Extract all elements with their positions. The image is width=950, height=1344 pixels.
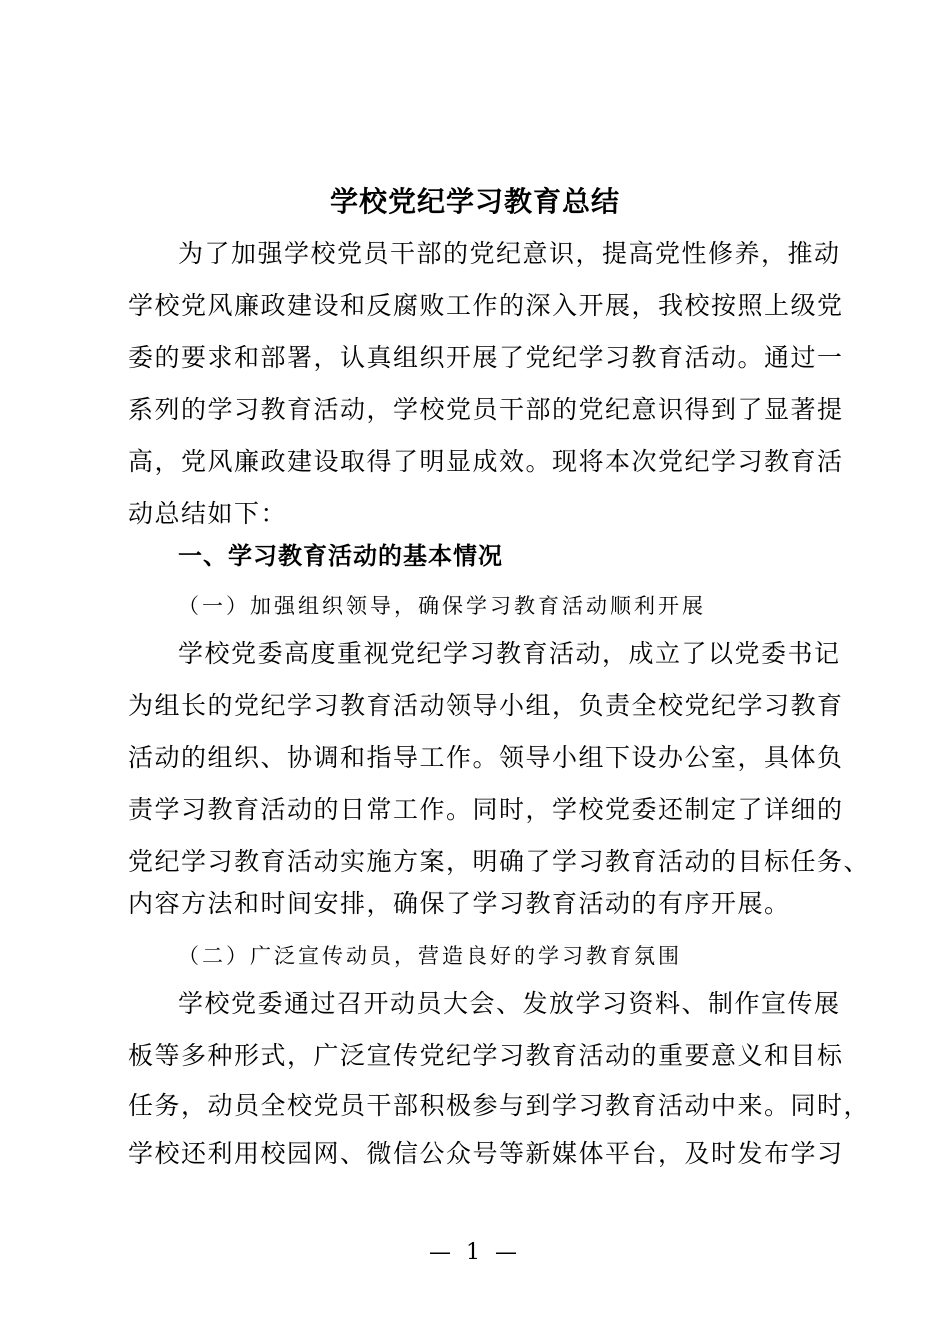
sub2-line-1: 学校党委通过召开动员大会、发放学习资料、制作宣传展 (178, 989, 841, 1018)
section-heading: 一、学习教育活动的基本情况 (178, 542, 503, 570)
page-number: — 1 — (429, 1240, 521, 1265)
intro-line-3: 委的要求和部署，认真组织开展了党纪学习教育活动。通过一 (128, 343, 844, 372)
sub2-line-2: 板等多种形式，广泛宣传党纪学习教育活动的重要意义和目标 (128, 1041, 844, 1070)
sub1-line-3: 活动的组织、协调和指导工作。领导小组下设办公室，具体负 (128, 743, 844, 772)
intro-line-2: 学校党风廉政建设和反腐败工作的深入开展，我校按照上级党 (128, 291, 844, 320)
sub1-line-4: 责学习教育活动的日常工作。同时，学校党委还制定了详细的 (128, 795, 844, 824)
sub1-line-1: 学校党委高度重视党纪学习教育活动，成立了以党委书记 (178, 639, 841, 668)
sub2-line-4: 学校还利用校园网、微信公众号等新媒体平台，及时发布学习 (128, 1139, 844, 1168)
sub1-line-2: 为组长的党纪学习教育活动领导小组，负责全校党纪学习教育 (128, 691, 844, 720)
intro-line-1: 为了加强学校党员干部的党纪意识，提高党性修养，推动 (178, 239, 841, 268)
intro-line-6: 动总结如下： (128, 499, 288, 528)
subsection-heading-1: （一）加强组织领导，确保学习教育活动顺利开展 (178, 594, 706, 618)
sub1-line-6: 内容方法和时间安排，确保了学习教育活动的有序开展。 (128, 889, 791, 918)
intro-line-5: 高，党风廉政建设取得了明显成效。现将本次党纪学习教育活 (128, 447, 844, 476)
sub1-line-5: 党纪学习教育活动实施方案，明确了学习教育活动的目标任务、 (128, 847, 871, 876)
subsection-heading-2: （二）广泛宣传动员，营造良好的学习教育氛围 (178, 944, 682, 968)
document-title: 学校党纪学习教育总结 (329, 185, 620, 218)
intro-line-4: 系列的学习教育活动，学校党员干部的党纪意识得到了显著提 (128, 395, 844, 424)
sub2-line-3: 任务，动员全校党员干部积极参与到学习教育活动中来。同时， (128, 1091, 871, 1120)
